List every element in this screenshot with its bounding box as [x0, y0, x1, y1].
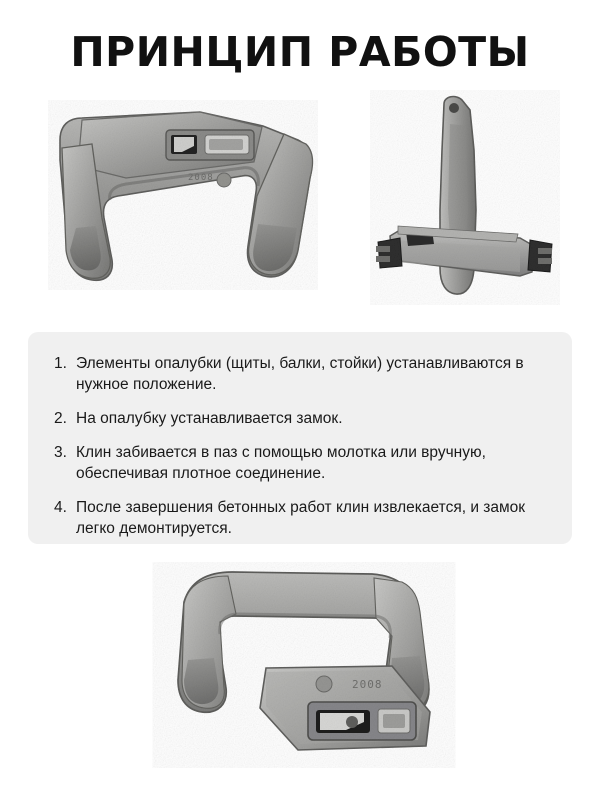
list-item	[54, 409, 546, 430]
step-text: После завершения бетонных работ клин извлекается, и замок легко демонтируется.	[76, 498, 526, 537]
svg-text:2008: 2008	[188, 173, 214, 184]
formwork-lock-wedge-side-photo	[370, 90, 560, 305]
page-title: ПРИНЦИП РАБОТЫ	[70, 28, 530, 76]
step-text: Клин забивается в паз с помощью молотка или вручную, обеспечивая плотное соединение.	[76, 443, 486, 482]
list-item	[54, 443, 546, 485]
step-text: На опалубку устанавливается замок.	[76, 409, 343, 427]
steps-panel	[28, 332, 572, 544]
formwork-lock-front-photo	[48, 100, 318, 290]
step-number: 3.	[54, 443, 67, 461]
list-item	[54, 354, 546, 396]
step-number: 1.	[54, 355, 67, 372]
list-item	[54, 498, 546, 540]
step-text: Элементы опалубки (щиты, балки, стойки) устанавливаются в нужное положение.	[76, 355, 524, 393]
svg-text:2008: 2008	[352, 678, 383, 691]
formwork-lock-angled-photo	[140, 562, 470, 777]
top-images-row	[0, 100, 600, 325]
step-number: 2.	[54, 409, 67, 427]
step-number: 4.	[54, 498, 67, 516]
